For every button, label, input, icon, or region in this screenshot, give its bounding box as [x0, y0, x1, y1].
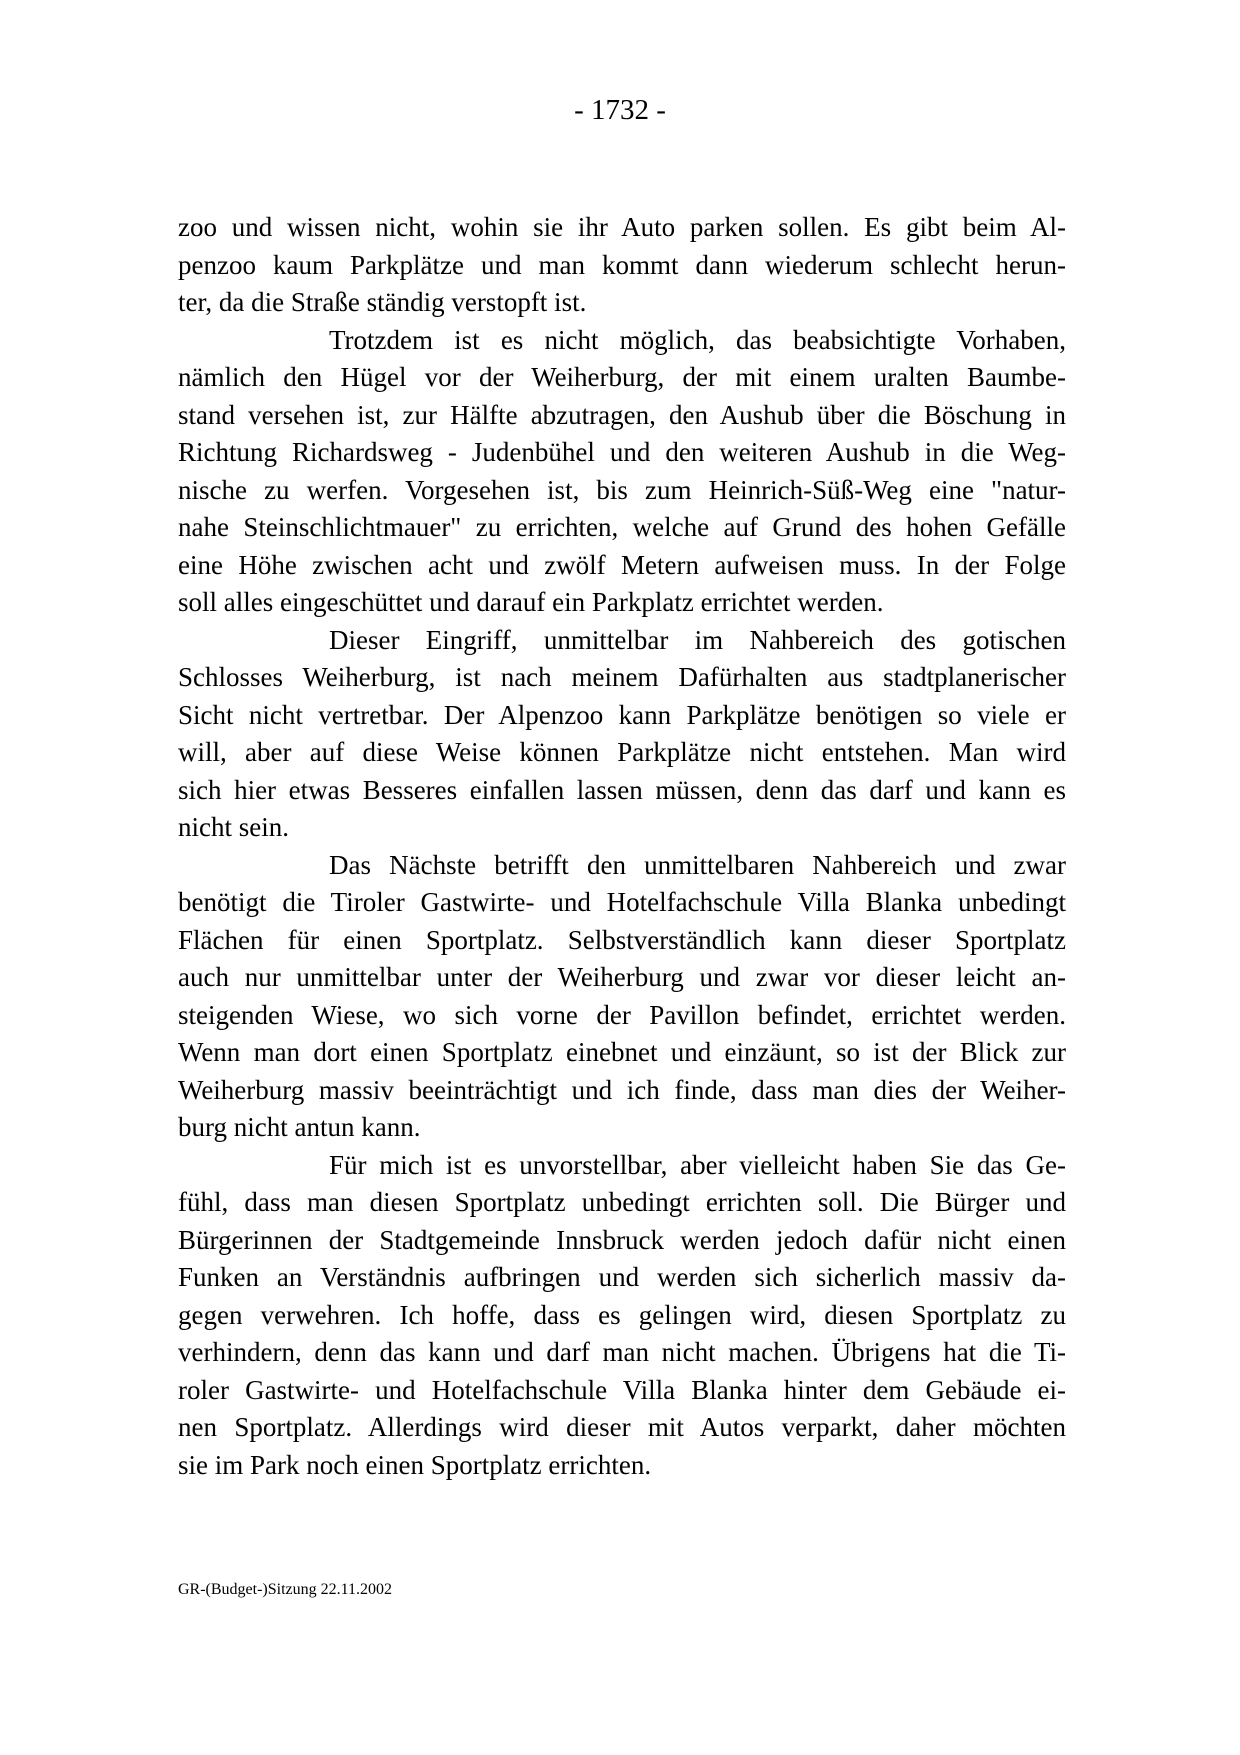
text-line: Richtung Richardsweg - Judenbühel und den weiteren Aushub in die Weg- [178, 437, 1066, 467]
text-line: nämlich den Hügel vor der Weiherburg, der mit einem uralten Baumbe- [178, 362, 1066, 392]
text-line: fühl, dass man diesen Sportplatz unbedingt errichten soll. Die Bürger und [178, 1187, 1066, 1217]
text-line: stand versehen ist, zur Hälfte abzutragen, den Aushub über die Böschung in [178, 399, 1066, 430]
text-line: benötigt die Tiroler Gastwirte- und Hotelfachschule Villa Blanka unbedingt [178, 887, 1066, 917]
text-line: Das Nächste betrifft den unmittelbaren Nahbereich und zwar [329, 849, 1066, 880]
text-line: Für mich ist es unvorstellbar, aber vielleicht haben Sie das Ge- [329, 1149, 1066, 1180]
text-line: gegen verwehren. Ich hoffe, dass es gelingen wird, diesen Sportplatz zu [178, 1299, 1066, 1330]
text-line: nahe Steinschlichtmauer" zu errichten, welche auf Grund des hohen Gefälle [178, 512, 1066, 542]
text-line: will, aber auf diese Weise können Parkplätze nicht entstehen. Man wird [178, 737, 1066, 767]
page-number: - 1732 - [574, 94, 666, 126]
text-line: Trotzdem ist es nicht möglich, das beabsichtigte Vorhaben, [329, 324, 1066, 355]
text-line: nen Sportplatz. Allerdings wird dieser mit Autos verparkt, daher möchten [178, 1412, 1066, 1442]
paragraph [178, 622, 1066, 847]
text-line: nicht sein. [178, 812, 289, 842]
paragraph [178, 1147, 1066, 1485]
text-line: Weiherburg massiv beeinträchtigt und ich finde, dass man dies der Weiher- [178, 1074, 1066, 1105]
text-line: ter, da die Straße ständig verstopft ist. [178, 287, 587, 317]
text-line: sich hier etwas Besseres einfallen lassen müssen, denn das darf und kann es [178, 774, 1066, 805]
paragraph [178, 847, 1066, 1147]
text-line: Bürgerinnen der Stadtgemeinde Innsbruck werden jedoch dafür nicht einen [178, 1224, 1066, 1255]
text-line: Flächen für einen Sportplatz. Selbstverständlich kann dieser Sportplatz [178, 924, 1066, 955]
paragraph [178, 209, 1066, 322]
text-line: burg nicht antun kann. [178, 1112, 421, 1142]
text-line: roler Gastwirte- und Hotelfachschule Villa Blanka hinter dem Gebäude ei- [178, 1374, 1066, 1405]
text-line: Sicht nicht vertretbar. Der Alpenzoo kann Parkplätze benötigen so viele er [178, 699, 1066, 730]
text-line: Dieser Eingriff, unmittelbar im Nahbereich des gotischen [329, 624, 1066, 655]
footer-session-info: GR-(Budget-)Sitzung 22.11.2002 [178, 1581, 393, 1598]
text-line: Schlosses Weiherburg, ist nach meinem Dafürhalten aus stadtplanerischer [178, 662, 1066, 692]
text-line: penzoo kaum Parkplätze und man kommt dann wiederum schlecht herun- [178, 249, 1066, 280]
text-line: zoo und wissen nicht, wohin sie ihr Auto parken sollen. Es gibt beim Al- [178, 212, 1066, 242]
paragraph [178, 322, 1066, 622]
text-line: steigenden Wiese, wo sich vorne der Pavillon befindet, errichtet werden. [178, 999, 1066, 1030]
text-line: soll alles eingeschüttet und darauf ein Parkplatz errichtet werden. [178, 587, 884, 617]
text-line: sie im Park noch einen Sportplatz errichten. [178, 1449, 652, 1480]
text-line: Funken an Verständnis aufbringen und werden sich sicherlich massiv da- [178, 1262, 1066, 1292]
text-line: eine Höhe zwischen acht und zwölf Metern aufweisen muss. In der Folge [178, 549, 1066, 580]
text-line: Wenn man dort einen Sportplatz einebnet und einzäunt, so ist der Blick zur [178, 1037, 1066, 1067]
body-text [178, 209, 1066, 1484]
text-line: verhindern, denn das kann und darf man nicht machen. Übrigens hat die Ti- [178, 1337, 1066, 1367]
text-line: nische zu werfen. Vorgesehen ist, bis zum Heinrich-Süß-Weg eine "natur- [178, 474, 1066, 505]
text-line: auch nur unmittelbar unter der Weiherburg und zwar vor dieser leicht an- [178, 962, 1066, 992]
